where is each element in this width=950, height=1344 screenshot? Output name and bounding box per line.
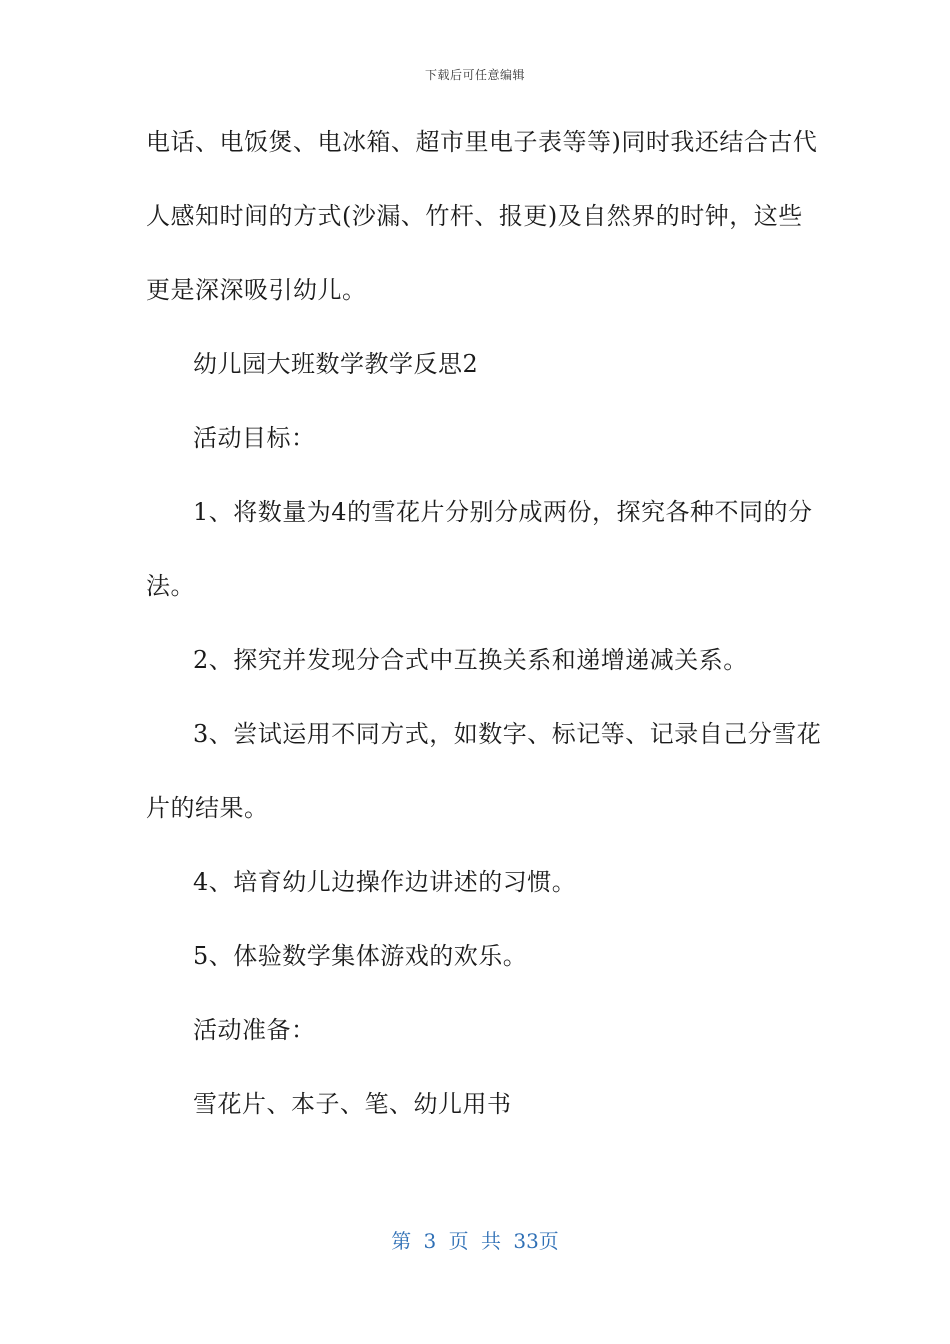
goal-item-4: 4、培育幼儿边操作边讲述的习惯。 [193, 868, 577, 896]
paragraph-line: 人感知时间的方式(沙漏、竹杆、报更)及自然界的时钟，这些 [146, 202, 803, 230]
subheading-preparation: 活动准备： [193, 1016, 316, 1044]
page-header: 下载后可任意编辑 [424, 68, 525, 82]
subheading-goals: 活动目标： [193, 424, 316, 452]
goal-item-1-continued: 法。 [146, 572, 195, 600]
page-number-footer: 第 3 页 共 33页 [391, 1229, 559, 1253]
preparation-materials: 雪花片、本子、笔、幼儿用书 [193, 1090, 512, 1118]
goal-item-5: 5、体验数学集体游戏的欢乐。 [193, 942, 528, 970]
goal-item-1: 1、将数量为4的雪花片分别分成两份，探究各种不同的分 [193, 498, 813, 526]
paragraph-line: 电话、电饭煲、电冰箱、超市里电子表等等)同时我还结合古代 [146, 128, 818, 156]
goal-item-2: 2、探究并发现分合式中互换关系和递增递减关系。 [193, 646, 748, 674]
goal-item-3: 3、尝试运用不同方式，如数字、标记等、记录自己分雪花 [193, 720, 822, 748]
section-heading: 幼儿园大班数学教学反思2 [193, 350, 479, 378]
goal-item-3-continued: 片的结果。 [146, 794, 269, 822]
paragraph-line: 更是深深吸引幼儿。 [146, 276, 367, 304]
document-body [146, 124, 822, 1160]
